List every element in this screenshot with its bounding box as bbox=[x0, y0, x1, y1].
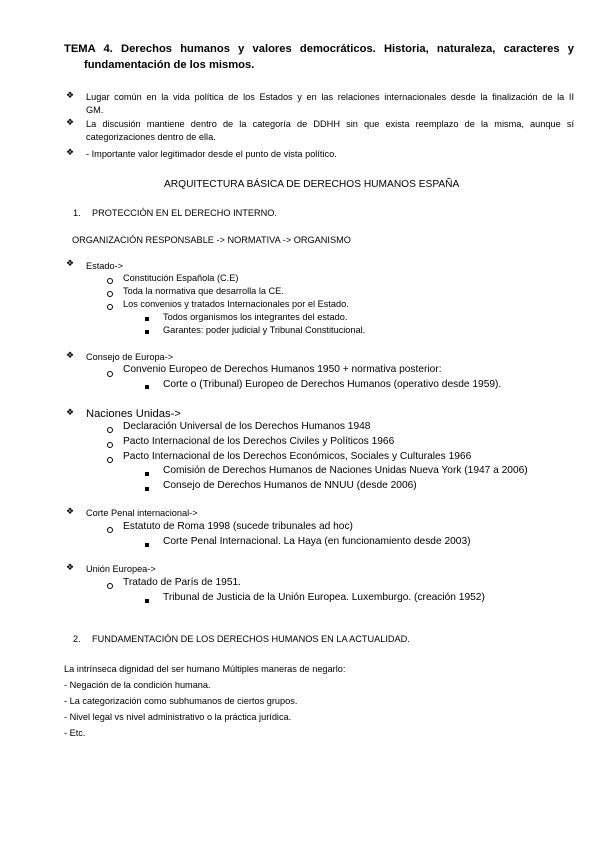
intro-bullet-3: - Importante valor legitimador desde el punto de vista político. bbox=[86, 149, 337, 159]
corte-title: Corte Penal internacional-> bbox=[86, 508, 198, 518]
final-line-4: - Etc. bbox=[64, 728, 86, 738]
intro-bullet-1-line-1: Lugar común en la vida política de los Estados y en las relaciones internacionales desde la finalización de la II bbox=[86, 92, 574, 102]
topic-title-line-2: fundamentación de los mismos. bbox=[84, 59, 255, 71]
naciones-item-3: Pacto Internacional de los Derechos Económicos, Sociales y Culturales 1966 bbox=[123, 451, 472, 462]
union-title: Unión Europea-> bbox=[86, 564, 156, 574]
square-bullet-icon bbox=[145, 543, 149, 547]
heading-1-number: 1. bbox=[73, 208, 81, 218]
estado-subitem-1: Todos organismos los integrantes del estado. bbox=[163, 312, 348, 322]
consejo-subitem-1: Corte o (Tribunal) Europeo de Derechos Humanos (operativo desde 1959). bbox=[163, 379, 502, 390]
estado-title: Estado-> bbox=[86, 261, 124, 271]
union-subitem-1: Tribunal de Justicia de la Unión Europea. Luxemburgo. (creación 1952) bbox=[163, 592, 485, 603]
intro-bullet-2-line-2: categorizaciones dentro de ella. bbox=[86, 132, 216, 142]
circle-bullet-icon bbox=[107, 291, 113, 297]
final-line-1: - Negación de la condición humana. bbox=[64, 680, 211, 690]
final-line-3: - Nivel legal vs nivel administrativo o la práctica jurídica. bbox=[64, 712, 292, 722]
circle-bullet-icon bbox=[107, 583, 113, 589]
union-item-1: Tratado de París de 1951. bbox=[123, 577, 241, 588]
square-bullet-icon bbox=[145, 385, 149, 389]
circle-bullet-icon bbox=[107, 427, 113, 433]
square-bullet-icon bbox=[145, 599, 149, 603]
square-bullet-icon bbox=[145, 317, 149, 321]
diamond-bullet-icon: ❖ bbox=[66, 351, 75, 361]
topic-title bbox=[64, 41, 574, 73]
naciones-subitem-2: Consejo de Derechos Humanos de NNUU (desde 2006) bbox=[163, 480, 417, 491]
estado-item-2: Toda la normativa que desarrolla la CE. bbox=[123, 286, 284, 296]
estado-item-3: Los convenios y tratados Internacionales por el Estado. bbox=[123, 299, 349, 309]
corte-subitem-1: Corte Penal Internacional. La Haya (en funcionamiento desde 2003) bbox=[163, 536, 471, 547]
circle-bullet-icon bbox=[107, 457, 113, 463]
consejo-item-1: Convenio Europeo de Derechos Humanos 1950 + normativa posterior: bbox=[123, 364, 442, 375]
final-line-2: - La categorización como subhumanos de ciertos grupos. bbox=[64, 696, 298, 706]
heading-1-text: PROTECCIÓN EN EL DERECHO INTERNO. bbox=[92, 208, 277, 218]
circle-bullet-icon bbox=[107, 527, 113, 533]
square-bullet-icon bbox=[145, 487, 149, 491]
section-title: ARQUITECTURA BÁSICA DE DERECHOS HUMANOS ESPAÑA bbox=[164, 179, 460, 190]
intro-bullet-2-line-1: La discusión mantiene dentro de la categoría de DDHH sin que exista reemplazo de la misma, aunque sí bbox=[86, 119, 574, 129]
consejo-title: Consejo de Europa-> bbox=[86, 352, 174, 362]
diamond-bullet-icon: ❖ bbox=[66, 91, 75, 101]
heading-2-number: 2. bbox=[73, 634, 81, 644]
estado-item-1: Constitución Española (C.E) bbox=[123, 273, 239, 283]
circle-bullet-icon bbox=[107, 278, 113, 284]
circle-bullet-icon bbox=[107, 442, 113, 448]
organization-line: ORGANIZACIÓN RESPONSABLE -> NORMATIVA -> ORGANISMO bbox=[72, 235, 351, 245]
square-bullet-icon bbox=[145, 472, 149, 476]
naciones-item-1: Declaración Universal de los Derechos Humanos 1948 bbox=[123, 421, 371, 432]
circle-bullet-icon bbox=[107, 304, 113, 310]
square-bullet-icon bbox=[145, 330, 149, 334]
diamond-bullet-icon: ❖ bbox=[66, 148, 75, 158]
diamond-bullet-icon: ❖ bbox=[66, 259, 75, 269]
naciones-subitem-1: Comisión de Derechos Humanos de Naciones Unidas Nueva York (1947 a 2006) bbox=[163, 465, 528, 476]
circle-bullet-icon bbox=[107, 371, 113, 377]
diamond-bullet-icon: ❖ bbox=[66, 507, 75, 517]
heading-2-text: FUNDAMENTACIÓN DE LOS DERECHOS HUMANOS EN LA ACTUALIDAD. bbox=[92, 634, 410, 644]
estado-subitem-2: Garantes: poder judicial y Tribunal Constitucional. bbox=[163, 325, 366, 335]
corte-item-1: Estatuto de Roma 1998 (sucede tribunales ad hoc) bbox=[123, 521, 353, 532]
intro-bullet-1-line-2: GM. bbox=[86, 105, 104, 115]
topic-title-line-1: TEMA 4. Derechos humanos y valores democráticos. Historia, naturaleza, caracteres y bbox=[64, 43, 574, 55]
diamond-bullet-icon: ❖ bbox=[66, 408, 75, 418]
naciones-item-2: Pacto Internacional de los Derechos Civiles y Políticos 1966 bbox=[123, 436, 395, 447]
final-intro: La intrínseca dignidad del ser humano Múltiples maneras de negarlo: bbox=[64, 664, 346, 674]
naciones-title: Naciones Unidas-> bbox=[86, 408, 181, 420]
diamond-bullet-icon: ❖ bbox=[66, 563, 75, 573]
diamond-bullet-icon: ❖ bbox=[66, 118, 75, 128]
